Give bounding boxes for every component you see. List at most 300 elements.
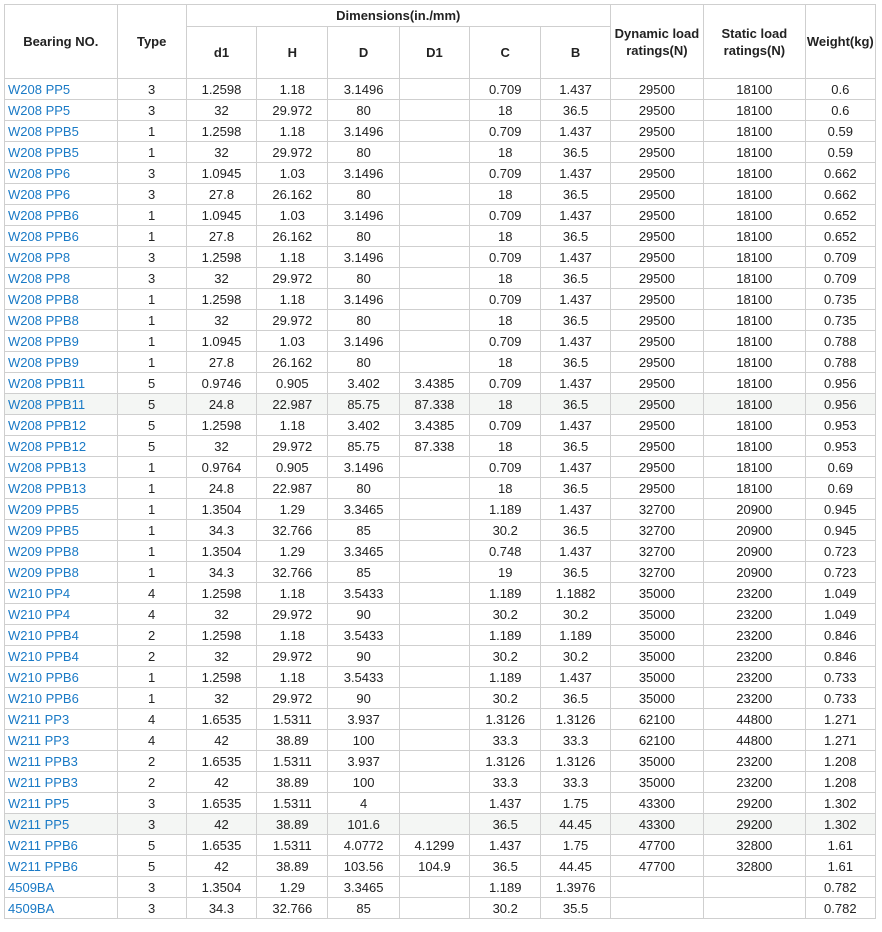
cell-static-load: 18100 (704, 163, 805, 184)
cell-static-load: 18100 (704, 415, 805, 436)
cell-dynamic-load: 47700 (611, 856, 704, 877)
bearing-link[interactable]: W208 PPB9 (8, 354, 79, 370)
bearing-link[interactable]: 4509BA (8, 900, 55, 916)
cell-d1: 32 (187, 100, 257, 121)
cell-d: 4.0772 (328, 835, 399, 856)
cell-weight: 0.735 (806, 310, 876, 331)
cell-d1: 42 (187, 772, 257, 793)
cell-h: 22.987 (257, 478, 328, 499)
table-row (5, 667, 876, 688)
cell-type: 1 (118, 205, 187, 226)
cell-weight: 0.59 (806, 121, 876, 142)
cell-type: 2 (118, 772, 187, 793)
cell-bearing-no (5, 163, 118, 184)
cell-d1: 24.8 (187, 478, 257, 499)
cell-dynamic-load: 35000 (611, 604, 704, 625)
cell-h: 1.03 (257, 331, 328, 352)
cell-c: 0.709 (470, 457, 541, 478)
cell-dynamic-load: 62100 (611, 730, 704, 751)
cell-bearing-no (5, 541, 118, 562)
cell-c: 1.189 (470, 877, 541, 898)
cell-d1: 34.3 (187, 520, 257, 541)
cell-c: 18 (470, 478, 541, 499)
cell-type: 2 (118, 625, 187, 646)
cell-d1-upper (400, 121, 470, 142)
cell-static-load (704, 898, 805, 919)
cell-bearing-no (5, 394, 118, 415)
cell-b: 1.437 (541, 79, 610, 100)
cell-c: 0.709 (470, 205, 541, 226)
cell-d1: 1.6535 (187, 751, 257, 772)
cell-h: 1.29 (257, 541, 328, 562)
cell-d1-upper (400, 772, 470, 793)
cell-dynamic-load: 29500 (611, 268, 704, 289)
table-row (5, 79, 876, 100)
cell-static-load: 18100 (704, 352, 805, 373)
cell-type: 5 (118, 373, 187, 394)
cell-bearing-no (5, 646, 118, 667)
header-h: H (257, 27, 328, 79)
cell-weight: 0.953 (806, 415, 876, 436)
table-row (5, 898, 876, 919)
cell-d1-upper (400, 184, 470, 205)
cell-d1-upper (400, 625, 470, 646)
bearing-link[interactable]: W209 PPB8 (8, 543, 79, 559)
cell-h: 26.162 (257, 226, 328, 247)
cell-d1-upper: 87.338 (400, 436, 470, 457)
table-row (5, 772, 876, 793)
header-d: D (328, 27, 399, 79)
cell-d1: 27.8 (187, 352, 257, 373)
cell-weight: 0.709 (806, 247, 876, 268)
cell-b: 1.437 (541, 163, 610, 184)
cell-d1-upper (400, 100, 470, 121)
cell-bearing-no (5, 247, 118, 268)
cell-dynamic-load: 47700 (611, 835, 704, 856)
cell-h: 38.89 (257, 772, 328, 793)
cell-weight: 0.723 (806, 541, 876, 562)
bearing-link[interactable]: W210 PPB6 (8, 690, 79, 706)
cell-c: 1.3126 (470, 709, 541, 730)
cell-d1: 27.8 (187, 226, 257, 247)
cell-b: 1.75 (541, 835, 610, 856)
cell-d1-upper (400, 541, 470, 562)
bearing-link[interactable]: W210 PPB4 (8, 648, 79, 664)
table-row (5, 289, 876, 310)
cell-weight: 1.302 (806, 793, 876, 814)
cell-type: 1 (118, 688, 187, 709)
cell-bearing-no (5, 310, 118, 331)
cell-b: 1.3126 (541, 709, 610, 730)
table-row (5, 331, 876, 352)
cell-d1: 1.0945 (187, 163, 257, 184)
cell-type: 5 (118, 415, 187, 436)
cell-c: 0.709 (470, 79, 541, 100)
cell-d1: 1.3504 (187, 499, 257, 520)
cell-dynamic-load: 29500 (611, 142, 704, 163)
table-row (5, 310, 876, 331)
cell-type: 4 (118, 604, 187, 625)
cell-bearing-no (5, 142, 118, 163)
bearing-link[interactable]: W209 PPB5 (8, 501, 79, 517)
table-row (5, 268, 876, 289)
bearing-link[interactable]: W208 PP8 (8, 249, 71, 265)
bearing-link[interactable]: W208 PPB6 (8, 207, 79, 223)
cell-d1: 32 (187, 646, 257, 667)
cell-h: 1.18 (257, 667, 328, 688)
table-row (5, 730, 876, 751)
cell-h: 0.905 (257, 457, 328, 478)
bearing-link[interactable]: W211 PPB6 (8, 837, 78, 853)
bearing-link[interactable]: W208 PPB11 (8, 396, 86, 412)
bearing-link[interactable]: W210 PP4 (8, 606, 71, 622)
cell-bearing-no (5, 856, 118, 877)
cell-b: 1.437 (541, 121, 610, 142)
cell-d1-upper (400, 667, 470, 688)
cell-static-load: 18100 (704, 205, 805, 226)
cell-static-load: 29200 (704, 793, 805, 814)
cell-h: 38.89 (257, 856, 328, 877)
cell-d1: 1.2598 (187, 121, 257, 142)
cell-type: 1 (118, 478, 187, 499)
cell-dynamic-load: 35000 (611, 688, 704, 709)
cell-b: 36.5 (541, 352, 610, 373)
cell-d1: 32 (187, 604, 257, 625)
cell-dynamic-load: 29500 (611, 163, 704, 184)
table-row (5, 121, 876, 142)
cell-d: 85.75 (328, 436, 399, 457)
cell-h: 1.5311 (257, 793, 328, 814)
cell-h: 22.987 (257, 394, 328, 415)
cell-d: 85.75 (328, 394, 399, 415)
cell-weight: 0.846 (806, 646, 876, 667)
cell-type: 2 (118, 646, 187, 667)
cell-h: 26.162 (257, 352, 328, 373)
cell-d1-upper (400, 478, 470, 499)
cell-dynamic-load: 32700 (611, 541, 704, 562)
cell-h: 1.18 (257, 121, 328, 142)
cell-bearing-no (5, 814, 118, 835)
cell-d1: 24.8 (187, 394, 257, 415)
cell-d1: 34.3 (187, 898, 257, 919)
cell-b: 33.3 (541, 730, 610, 751)
cell-type: 3 (118, 100, 187, 121)
cell-d1-upper (400, 793, 470, 814)
cell-c: 0.709 (470, 289, 541, 310)
bearing-link[interactable]: W208 PPB13 (8, 480, 87, 496)
bearing-link[interactable]: W208 PP6 (8, 186, 71, 202)
cell-d: 3.1496 (328, 331, 399, 352)
cell-d1-upper (400, 289, 470, 310)
cell-static-load: 18100 (704, 100, 805, 121)
table-row (5, 499, 876, 520)
cell-weight: 1.208 (806, 751, 876, 772)
cell-d1-upper: 104.9 (400, 856, 470, 877)
cell-type: 2 (118, 751, 187, 772)
cell-c: 18 (470, 100, 541, 121)
cell-bearing-no (5, 331, 118, 352)
table-row (5, 814, 876, 835)
cell-weight: 0.723 (806, 562, 876, 583)
cell-d: 3.1496 (328, 457, 399, 478)
cell-c: 1.189 (470, 499, 541, 520)
bearing-link[interactable]: W211 PP5 (8, 816, 70, 832)
cell-h: 32.766 (257, 898, 328, 919)
cell-bearing-no (5, 205, 118, 226)
bearing-link[interactable]: W209 PPB8 (8, 564, 79, 580)
cell-b: 1.437 (541, 289, 610, 310)
bearing-link[interactable]: W208 PPB13 (8, 459, 87, 475)
cell-d1-upper (400, 709, 470, 730)
cell-d1-upper (400, 562, 470, 583)
cell-bearing-no (5, 793, 118, 814)
cell-d: 80 (328, 268, 399, 289)
cell-type: 1 (118, 352, 187, 373)
cell-type: 1 (118, 667, 187, 688)
cell-weight: 0.782 (806, 898, 876, 919)
cell-d: 4 (328, 793, 399, 814)
table-row (5, 142, 876, 163)
cell-dynamic-load: 29500 (611, 226, 704, 247)
cell-c: 30.2 (470, 604, 541, 625)
cell-d: 3.1496 (328, 79, 399, 100)
cell-weight: 1.61 (806, 835, 876, 856)
cell-type: 1 (118, 226, 187, 247)
table-row (5, 583, 876, 604)
cell-dynamic-load: 32700 (611, 499, 704, 520)
bearing-link[interactable]: W211 PP3 (8, 711, 70, 727)
bearing-link[interactable]: W210 PP4 (8, 585, 71, 601)
cell-d: 3.3465 (328, 499, 399, 520)
table-row (5, 100, 876, 121)
cell-type: 3 (118, 793, 187, 814)
cell-dynamic-load: 35000 (611, 646, 704, 667)
cell-type: 4 (118, 730, 187, 751)
cell-d1-upper (400, 331, 470, 352)
bearing-link[interactable]: W208 PPB8 (8, 312, 79, 328)
cell-d1: 1.3504 (187, 541, 257, 562)
cell-weight: 0.953 (806, 436, 876, 457)
bearing-link[interactable]: W208 PP5 (8, 81, 71, 97)
cell-bearing-no (5, 877, 118, 898)
bearing-link[interactable]: W211 PP5 (8, 795, 70, 811)
table-row (5, 394, 876, 415)
cell-bearing-no (5, 772, 118, 793)
cell-d: 100 (328, 772, 399, 793)
cell-d: 3.1496 (328, 121, 399, 142)
cell-c: 36.5 (470, 814, 541, 835)
cell-static-load: 23200 (704, 772, 805, 793)
cell-dynamic-load: 29500 (611, 478, 704, 499)
cell-h: 1.5311 (257, 751, 328, 772)
bearing-link[interactable]: W209 PPB5 (8, 522, 79, 538)
bearing-link[interactable]: W210 PPB4 (8, 627, 79, 643)
bearing-link[interactable]: W208 PPB5 (8, 123, 79, 139)
bearing-link[interactable]: W211 PPB6 (8, 858, 78, 874)
table-row (5, 793, 876, 814)
cell-d1: 1.2598 (187, 247, 257, 268)
cell-bearing-no (5, 268, 118, 289)
cell-b: 1.437 (541, 457, 610, 478)
cell-d: 3.3465 (328, 541, 399, 562)
cell-d1-upper (400, 730, 470, 751)
cell-h: 1.18 (257, 79, 328, 100)
cell-b: 36.5 (541, 520, 610, 541)
cell-c: 0.709 (470, 247, 541, 268)
cell-dynamic-load: 35000 (611, 667, 704, 688)
cell-static-load: 29200 (704, 814, 805, 835)
header-dynamic-load: Dynamic load ratings(N) (611, 5, 704, 79)
cell-b: 44.45 (541, 856, 610, 877)
cell-weight: 0.956 (806, 394, 876, 415)
cell-bearing-no (5, 373, 118, 394)
cell-d1-upper (400, 751, 470, 772)
cell-d1: 1.2598 (187, 625, 257, 646)
cell-b: 36.5 (541, 184, 610, 205)
cell-weight: 0.69 (806, 457, 876, 478)
cell-weight: 1.61 (806, 856, 876, 877)
cell-d1-upper (400, 226, 470, 247)
bearing-link[interactable]: W208 PPB5 (8, 144, 79, 160)
cell-d1-upper: 3.4385 (400, 373, 470, 394)
bearing-link[interactable]: W208 PPB9 (8, 333, 79, 349)
cell-weight: 1.271 (806, 730, 876, 751)
bearing-link[interactable]: W208 PPB8 (8, 291, 79, 307)
cell-h: 29.972 (257, 100, 328, 121)
cell-c: 0.709 (470, 373, 541, 394)
cell-d1: 1.2598 (187, 289, 257, 310)
bearing-link[interactable]: W208 PP6 (8, 165, 71, 181)
cell-dynamic-load: 29500 (611, 373, 704, 394)
cell-weight: 0.788 (806, 352, 876, 373)
cell-c: 18 (470, 310, 541, 331)
cell-dynamic-load: 62100 (611, 709, 704, 730)
cell-c: 33.3 (470, 772, 541, 793)
cell-d: 3.937 (328, 709, 399, 730)
cell-d: 101.6 (328, 814, 399, 835)
cell-d1: 27.8 (187, 184, 257, 205)
cell-weight: 1.302 (806, 814, 876, 835)
cell-h: 29.972 (257, 142, 328, 163)
bearing-link[interactable]: W208 PPB6 (8, 228, 79, 244)
cell-bearing-no (5, 562, 118, 583)
bearing-link[interactable]: W208 PPB11 (8, 375, 86, 391)
cell-d1: 1.2598 (187, 583, 257, 604)
bearing-link[interactable]: W211 PP3 (8, 732, 70, 748)
cell-d: 85 (328, 898, 399, 919)
cell-type: 3 (118, 268, 187, 289)
cell-d1-upper (400, 898, 470, 919)
cell-type: 1 (118, 331, 187, 352)
table-row (5, 436, 876, 457)
cell-bearing-no (5, 352, 118, 373)
cell-dynamic-load: 29500 (611, 205, 704, 226)
cell-d: 80 (328, 352, 399, 373)
cell-dynamic-load: 43300 (611, 814, 704, 835)
cell-d1: 0.9764 (187, 457, 257, 478)
table-row (5, 226, 876, 247)
cell-c: 18 (470, 394, 541, 415)
table-body (5, 79, 876, 919)
table-header (5, 5, 876, 79)
cell-d1-upper (400, 688, 470, 709)
cell-weight: 0.59 (806, 142, 876, 163)
cell-h: 29.972 (257, 268, 328, 289)
cell-d: 3.1496 (328, 289, 399, 310)
cell-d1: 1.3504 (187, 877, 257, 898)
header-type: Type (118, 5, 187, 79)
bearing-link[interactable]: W211 PPB3 (8, 753, 78, 769)
bearing-link[interactable]: W208 PP5 (8, 102, 71, 118)
cell-d: 80 (328, 226, 399, 247)
header-static-load: Static load ratings(N) (704, 5, 805, 79)
cell-b: 1.437 (541, 373, 610, 394)
cell-weight: 0.733 (806, 667, 876, 688)
cell-b: 44.45 (541, 814, 610, 835)
cell-d1: 42 (187, 814, 257, 835)
cell-dynamic-load (611, 877, 704, 898)
table-row (5, 457, 876, 478)
cell-b: 1.437 (541, 667, 610, 688)
cell-weight: 1.208 (806, 772, 876, 793)
cell-type: 5 (118, 835, 187, 856)
cell-weight: 0.6 (806, 79, 876, 100)
cell-dynamic-load: 29500 (611, 436, 704, 457)
bearing-link[interactable]: W208 PPB12 (8, 438, 87, 454)
cell-h: 29.972 (257, 310, 328, 331)
cell-c: 1.189 (470, 667, 541, 688)
cell-d: 3.1496 (328, 247, 399, 268)
cell-type: 3 (118, 184, 187, 205)
table-row (5, 163, 876, 184)
cell-dynamic-load: 29500 (611, 121, 704, 142)
cell-c: 18 (470, 142, 541, 163)
cell-dynamic-load: 29500 (611, 79, 704, 100)
cell-static-load: 23200 (704, 646, 805, 667)
bearing-link[interactable]: W208 PPB12 (8, 417, 87, 433)
cell-d1: 1.6535 (187, 793, 257, 814)
header-weight: Weight(kg) (806, 5, 876, 79)
cell-type: 4 (118, 583, 187, 604)
cell-dynamic-load: 32700 (611, 562, 704, 583)
cell-d1: 0.9746 (187, 373, 257, 394)
bearing-link[interactable]: W211 PPB3 (8, 774, 78, 790)
cell-c: 0.709 (470, 415, 541, 436)
cell-b: 36.5 (541, 394, 610, 415)
cell-c: 18 (470, 184, 541, 205)
header-b: B (541, 27, 610, 79)
cell-d: 100 (328, 730, 399, 751)
cell-h: 1.5311 (257, 709, 328, 730)
cell-weight: 0.945 (806, 520, 876, 541)
cell-weight: 0.709 (806, 268, 876, 289)
bearing-link[interactable]: W208 PP8 (8, 270, 71, 286)
cell-dynamic-load: 29500 (611, 352, 704, 373)
bearing-link[interactable]: W210 PPB6 (8, 669, 79, 685)
cell-type: 3 (118, 877, 187, 898)
cell-d1: 32 (187, 268, 257, 289)
cell-b: 35.5 (541, 898, 610, 919)
cell-type: 1 (118, 562, 187, 583)
cell-bearing-no (5, 898, 118, 919)
cell-b: 36.5 (541, 436, 610, 457)
cell-dynamic-load: 35000 (611, 583, 704, 604)
cell-bearing-no (5, 688, 118, 709)
cell-b: 1.437 (541, 247, 610, 268)
bearing-link[interactable]: 4509BA (8, 879, 55, 895)
table-row (5, 520, 876, 541)
cell-d1: 1.6535 (187, 709, 257, 730)
